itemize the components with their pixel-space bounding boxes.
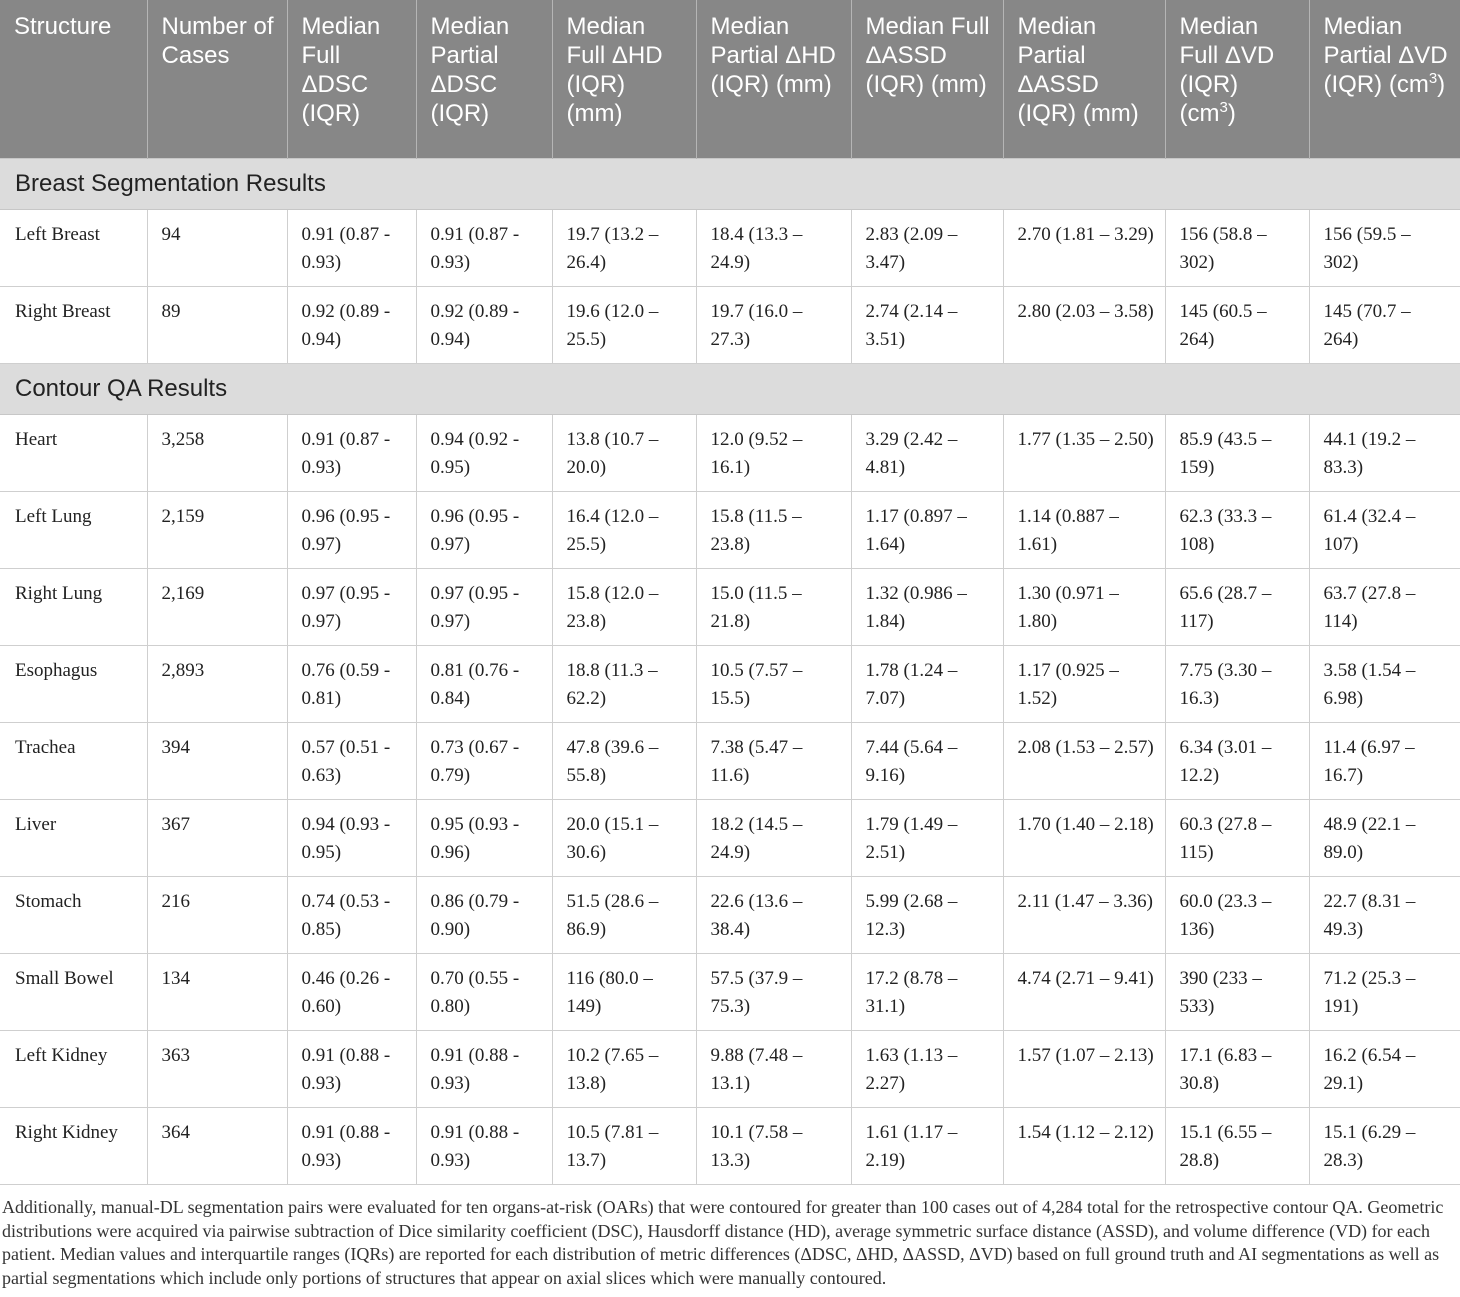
cell-partial-hd: 7.38 (5.47 – 11.6) [696,722,851,799]
table-row [0,568,1460,645]
header-structure: Structure [0,0,147,158]
cell-partial-assd: 1.14 (0.887 – 1.61) [1003,491,1165,568]
cell-full-assd: 1.63 (1.13 – 2.27) [851,1030,1003,1107]
cell-full-dsc: 0.97 (0.95 - 0.97) [287,568,416,645]
header-row [0,0,1460,158]
table-row [0,722,1460,799]
cell-full-dsc: 0.91 (0.88 - 0.93) [287,1107,416,1184]
cell-partial-vd: 3.58 (1.54 – 6.98) [1309,645,1460,722]
cell-partial-dsc: 0.73 (0.67 - 0.79) [416,722,552,799]
cell-structure: Stomach [0,876,147,953]
cell-cases: 3,258 [147,414,287,491]
cell-partial-dsc: 0.94 (0.92 - 0.95) [416,414,552,491]
cell-partial-vd: 61.4 (32.4 – 107) [1309,491,1460,568]
table-row [0,1107,1460,1184]
cell-full-assd: 1.32 (0.986 – 1.84) [851,568,1003,645]
cell-full-vd: 62.3 (33.3 – 108) [1165,491,1309,568]
cell-partial-vd: 156 (59.5 – 302) [1309,209,1460,286]
cell-full-vd: 6.34 (3.01 – 12.2) [1165,722,1309,799]
cell-partial-hd: 12.0 (9.52 – 16.1) [696,414,851,491]
cell-cases: 2,159 [147,491,287,568]
cell-full-vd: 156 (58.8 – 302) [1165,209,1309,286]
table-row [0,1030,1460,1107]
cell-partial-vd: 44.1 (19.2 – 83.3) [1309,414,1460,491]
cell-cases: 364 [147,1107,287,1184]
cell-partial-dsc: 0.95 (0.93 - 0.96) [416,799,552,876]
cell-partial-dsc: 0.86 (0.79 - 0.90) [416,876,552,953]
cell-full-vd: 15.1 (6.55 – 28.8) [1165,1107,1309,1184]
cell-structure: Heart [0,414,147,491]
cell-partial-dsc: 0.97 (0.95 - 0.97) [416,568,552,645]
cell-structure: Esophagus [0,645,147,722]
cell-full-vd: 60.0 (23.3 – 136) [1165,876,1309,953]
cell-full-hd: 116 (80.0 – 149) [552,953,696,1030]
cell-cases: 216 [147,876,287,953]
cell-structure: Left Kidney [0,1030,147,1107]
cell-structure: Small Bowel [0,953,147,1030]
cell-structure: Right Lung [0,568,147,645]
cell-full-hd: 15.8 (12.0 – 23.8) [552,568,696,645]
header-median-full-hd: Median Full ΔHD (IQR) (mm) [552,0,696,158]
header-median-full-dsc: Median Full ΔDSC (IQR) [287,0,416,158]
section-row [0,158,1460,209]
cell-partial-vd: 63.7 (27.8 – 114) [1309,568,1460,645]
cell-cases: 363 [147,1030,287,1107]
cell-full-dsc: 0.76 (0.59 - 0.81) [287,645,416,722]
cell-full-assd: 2.74 (2.14 – 3.51) [851,286,1003,363]
cell-partial-hd: 22.6 (13.6 – 38.4) [696,876,851,953]
cell-partial-dsc: 0.96 (0.95 - 0.97) [416,491,552,568]
cell-full-dsc: 0.74 (0.53 - 0.85) [287,876,416,953]
cell-full-dsc: 0.94 (0.93 - 0.95) [287,799,416,876]
cell-full-hd: 10.2 (7.65 – 13.8) [552,1030,696,1107]
cell-partial-vd: 22.7 (8.31 – 49.3) [1309,876,1460,953]
cell-partial-dsc: 0.81 (0.76 - 0.84) [416,645,552,722]
cell-full-dsc: 0.91 (0.87 - 0.93) [287,209,416,286]
cell-partial-dsc: 0.92 (0.89 - 0.94) [416,286,552,363]
cell-full-assd: 1.79 (1.49 – 2.51) [851,799,1003,876]
header-median-full-vd: Median Full ΔVD (IQR) $(cm^3)$ [1165,0,1309,158]
cell-partial-hd: 15.8 (11.5 – 23.8) [696,491,851,568]
cell-partial-hd: 18.4 (13.3 – 24.9) [696,209,851,286]
cell-full-assd: 3.29 (2.42 – 4.81) [851,414,1003,491]
cell-cases: 89 [147,286,287,363]
cell-cases: 134 [147,953,287,1030]
header-median-partial-vd: Median Partial ΔVD (IQR) $(cm^3)$ [1309,0,1460,158]
cell-full-hd: 16.4 (12.0 – 25.5) [552,491,696,568]
cell-full-dsc: 0.57 (0.51 - 0.63) [287,722,416,799]
cell-partial-assd: 2.08 (1.53 – 2.57) [1003,722,1165,799]
table-footnote: Additionally, manual-DL segmentation pairs were evaluated for ten organs-at-risk (OARs) that were contoured for greater than 100 cases out of 4,284 total for the retrospective contour QA. Geometric distributions were acquired via pairwise subtraction of Dice similarity coefficient (DSC), Hausdorff distance (HD), average symmetric surface distance (ASSD), and volume difference (VD) for each patient. Median values and interquartile ranges (IQRs) are reported for each distribution of metric differences (ΔDSC, ΔHD, ΔASSD, ΔVD) based on full ground truth and AI segmentations as well as partial segmentations which include only portions of structures that appear on axial slices which were manually contoured. [2,1197,1444,1288]
cell-full-hd: 19.7 (13.2 – 26.4) [552,209,696,286]
cell-full-dsc: 0.96 (0.95 - 0.97) [287,491,416,568]
cell-partial-assd: 1.30 (0.971 – 1.80) [1003,568,1165,645]
cell-cases: 367 [147,799,287,876]
cell-cases: 94 [147,209,287,286]
cell-cases: 2,893 [147,645,287,722]
table-row [0,414,1460,491]
cell-full-vd: 7.75 (3.30 – 16.3) [1165,645,1309,722]
cell-full-hd: 13.8 (10.7 – 20.0) [552,414,696,491]
cell-full-dsc: 0.92 (0.89 - 0.94) [287,286,416,363]
cell-partial-vd: 145 (70.7 – 264) [1309,286,1460,363]
cell-full-assd: 1.78 (1.24 – 7.07) [851,645,1003,722]
cell-structure: Right Kidney [0,1107,147,1184]
cell-full-dsc: 0.46 (0.26 - 0.60) [287,953,416,1030]
cell-structure: Right Breast [0,286,147,363]
cell-full-vd: 17.1 (6.83 – 30.8) [1165,1030,1309,1107]
cell-partial-assd: 1.77 (1.35 – 2.50) [1003,414,1165,491]
cell-full-vd: 85.9 (43.5 – 159) [1165,414,1309,491]
cell-partial-dsc: 0.91 (0.88 - 0.93) [416,1107,552,1184]
cell-structure: Left Breast [0,209,147,286]
cell-full-dsc: 0.91 (0.87 - 0.93) [287,414,416,491]
table-row [0,491,1460,568]
cell-partial-assd: 1.17 (0.925 – 1.52) [1003,645,1165,722]
cell-partial-hd: 10.5 (7.57 – 15.5) [696,645,851,722]
section-row [0,363,1460,414]
table-row [0,209,1460,286]
cell-partial-hd: 15.0 (11.5 – 21.8) [696,568,851,645]
cell-full-assd: 17.2 (8.78 – 31.1) [851,953,1003,1030]
cell-partial-hd: 57.5 (37.9 – 75.3) [696,953,851,1030]
cell-full-assd: 1.17 (0.897 – 1.64) [851,491,1003,568]
cell-cases: 2,169 [147,568,287,645]
cell-full-vd: 145 (60.5 – 264) [1165,286,1309,363]
cell-partial-dsc: 0.91 (0.88 - 0.93) [416,1030,552,1107]
cell-full-hd: 47.8 (39.6 – 55.8) [552,722,696,799]
cell-structure: Left Lung [0,491,147,568]
cell-full-assd: 2.83 (2.09 – 3.47) [851,209,1003,286]
header-median-partial-hd: Median Partial ΔHD (IQR) (mm) [696,0,851,158]
cell-partial-hd: 10.1 (7.58 – 13.3) [696,1107,851,1184]
cell-full-assd: 1.61 (1.17 – 2.19) [851,1107,1003,1184]
cell-partial-assd: 2.70 (1.81 – 3.29) [1003,209,1165,286]
cell-full-assd: 7.44 (5.64 – 9.16) [851,722,1003,799]
cell-partial-assd: 2.80 (2.03 – 3.58) [1003,286,1165,363]
cell-full-hd: 18.8 (11.3 – 62.2) [552,645,696,722]
superscript-3: 3 [1428,70,1438,87]
section-title: Contour QA Results [0,363,1460,414]
cell-partial-hd: 19.7 (16.0 – 27.3) [696,286,851,363]
cell-partial-assd: 1.57 (1.07 – 2.13) [1003,1030,1165,1107]
cell-partial-assd: 4.74 (2.71 – 9.41) [1003,953,1165,1030]
cell-full-hd: 20.0 (15.1 – 30.6) [552,799,696,876]
table-row [0,953,1460,1030]
cell-partial-dsc: 0.70 (0.55 - 0.80) [416,953,552,1030]
cell-full-vd: 65.6 (28.7 – 117) [1165,568,1309,645]
table-row [0,286,1460,363]
cell-full-hd: 51.5 (28.6 – 86.9) [552,876,696,953]
table-row [0,876,1460,953]
cell-partial-assd: 1.70 (1.40 – 2.18) [1003,799,1165,876]
cell-full-hd: 19.6 (12.0 – 25.5) [552,286,696,363]
header-median-full-assd: Median Full ΔASSD (IQR) (mm) [851,0,1003,158]
section-title: Breast Segmentation Results [0,158,1460,209]
cell-partial-dsc: 0.91 (0.87 - 0.93) [416,209,552,286]
cell-full-vd: 60.3 (27.8 – 115) [1165,799,1309,876]
header-number-of-cases: Number of Cases [147,0,287,158]
cell-full-vd: 390 (233 – 533) [1165,953,1309,1030]
cell-partial-vd: 71.2 (25.3 – 191) [1309,953,1460,1030]
superscript-3: 3 [1219,99,1228,116]
cell-structure: Trachea [0,722,147,799]
cell-partial-vd: 11.4 (6.97 – 16.7) [1309,722,1460,799]
cell-full-hd: 10.5 (7.81 – 13.7) [552,1107,696,1184]
cell-partial-assd: 1.54 (1.12 – 2.12) [1003,1107,1165,1184]
cell-partial-assd: 2.11 (1.47 – 3.36) [1003,876,1165,953]
cell-partial-vd: 48.9 (22.1 – 89.0) [1309,799,1460,876]
cell-partial-hd: 18.2 (14.5 – 24.9) [696,799,851,876]
cell-partial-vd: 16.2 (6.54 – 29.1) [1309,1030,1460,1107]
cell-partial-vd: 15.1 (6.29 – 28.3) [1309,1107,1460,1184]
header-median-partial-dsc: Median Partial ΔDSC (IQR) [416,0,552,158]
cell-structure: Liver [0,799,147,876]
cell-cases: 394 [147,722,287,799]
cell-full-assd: 5.99 (2.68 – 12.3) [851,876,1003,953]
table-row [0,799,1460,876]
table-row [0,645,1460,722]
cell-full-dsc: 0.91 (0.88 - 0.93) [287,1030,416,1107]
header-median-partial-assd: Median Partial ΔASSD (IQR) (mm) [1003,0,1165,158]
cell-partial-hd: 9.88 (7.48 – 13.1) [696,1030,851,1107]
